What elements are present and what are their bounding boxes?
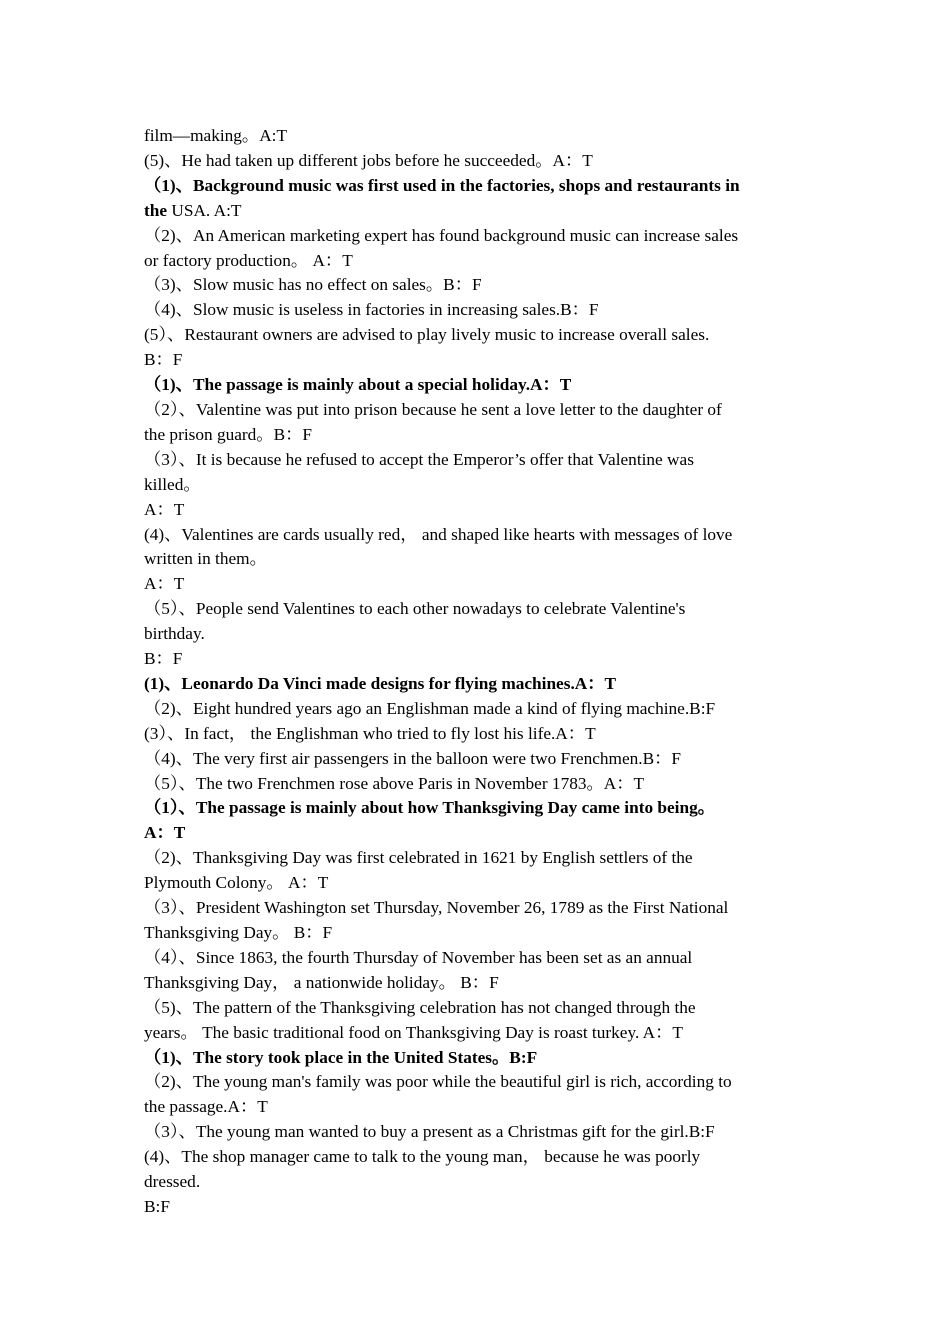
- text-line-10: B：F: [144, 350, 183, 370]
- text-line-3: （1)、Background music was first used in the factories, shops and restaurants in: [144, 175, 740, 195]
- bold-prefix: the: [144, 200, 172, 220]
- text-line-22: B：F: [144, 649, 183, 669]
- text-line-33: Thanksgiving Day。 B：F: [144, 923, 333, 942]
- text-line-23: (1)、Leonardo Da Vinci made designs for flying machines.A：T: [144, 673, 617, 693]
- text-line-37: years。 The basic traditional food on Thanksgiving Day is roast turkey. A：T: [144, 1022, 683, 1042]
- text-line-17: (4)、Valentines are cards usually red， and shaped like hearts with messages of love: [144, 524, 733, 544]
- text-line-19: A：T: [144, 574, 185, 594]
- text-line-26: （4)、The very first air passengers in the balloon were two Frenchmen.B：F: [144, 748, 682, 768]
- text-line-14: （3）、It is because he refused to accept the Emperor’s offer that Valentine was: [144, 449, 694, 469]
- text-line-31: Plymouth Colony。 A：T: [144, 873, 329, 893]
- text-line-15: killed。: [144, 474, 201, 494]
- text-line-29: A：T: [144, 823, 186, 843]
- text-line-30: （2)、Thanksgiving Day was first celebrated in 1621 by English settlers of the: [144, 848, 693, 868]
- text-line-20: （5）、People send Valentines to each other nowadays to celebrate Valentine's: [144, 599, 686, 619]
- text-line-34: （4）、Since 1863, the fourth Thursday of November has been set as an annual: [144, 947, 693, 967]
- text-line-11: （1)、The passage is mainly about a special holiday.A：T: [144, 375, 572, 395]
- text-line-6: or factory production。 A：T: [144, 250, 353, 270]
- text-line-38: （1)、The story took place in the United States。B:F: [144, 1047, 538, 1067]
- text-line-44: B:F: [144, 1196, 170, 1216]
- text-line-8: （4)、Slow music is useless in factories in increasing sales.B：F: [144, 300, 599, 320]
- text-line-1: film—making。A:T: [144, 126, 288, 145]
- text-line-35: Thanksgiving Day， a nationwide holiday。 B：F: [144, 972, 499, 992]
- text-line-4-rest: USA. A:T: [171, 200, 242, 220]
- text-line-41: （3）、The young man wanted to buy a present as a Christmas gift for the girl.B:F: [144, 1122, 715, 1142]
- text-line-4: [144, 199, 814, 224]
- document-page: [144, 124, 814, 1220]
- text-line-39: （2)、The young man's family was poor while the beautiful girl is rich, according to: [144, 1072, 732, 1092]
- text-line-16: A：T: [144, 499, 185, 519]
- text-line-13: the prison guard。B：F: [144, 424, 313, 444]
- text-line-24: （2)、Eight hundred years ago an Englishman made a kind of flying machine.B:F: [144, 698, 716, 718]
- text-line-43: dressed.: [144, 1172, 201, 1192]
- text-line-32: （3）、President Washington set Thursday, November 26, 1789 as the First National: [144, 898, 729, 918]
- text-line-21: birthday.: [144, 624, 205, 644]
- text-line-18: written in them。: [144, 549, 267, 569]
- text-line-36: （5)、The pattern of the Thanksgiving celebration has not changed through the: [144, 997, 696, 1017]
- text-line-40: the passage.A：T: [144, 1097, 268, 1117]
- text-line-2: (5)、He had taken up different jobs before he succeeded。A：T: [144, 150, 593, 170]
- text-line-7: （3)、Slow music has no effect on sales。B：F: [144, 275, 482, 295]
- text-line-9: (5）、Restaurant owners are advised to play lively music to increase overall sales.: [144, 325, 710, 345]
- text-line-27: （5）、The two Frenchmen rose above Paris in November 1783。A：T: [144, 773, 645, 793]
- text-line-12: （2）、Valentine was put into prison because he sent a love letter to the daughter of: [144, 399, 722, 419]
- text-line-5: （2)、An American marketing expert has found background music can increase sales: [144, 225, 739, 245]
- text-line-25: (3）、In fact， the Englishman who tried to fly lost his life.A：T: [144, 723, 596, 743]
- text-line-28: （1）、The passage is mainly about how Thanksgiving Day came into being。: [144, 798, 716, 818]
- text-line-42: (4)、The shop manager came to talk to the young man， because he was poorly: [144, 1147, 701, 1167]
